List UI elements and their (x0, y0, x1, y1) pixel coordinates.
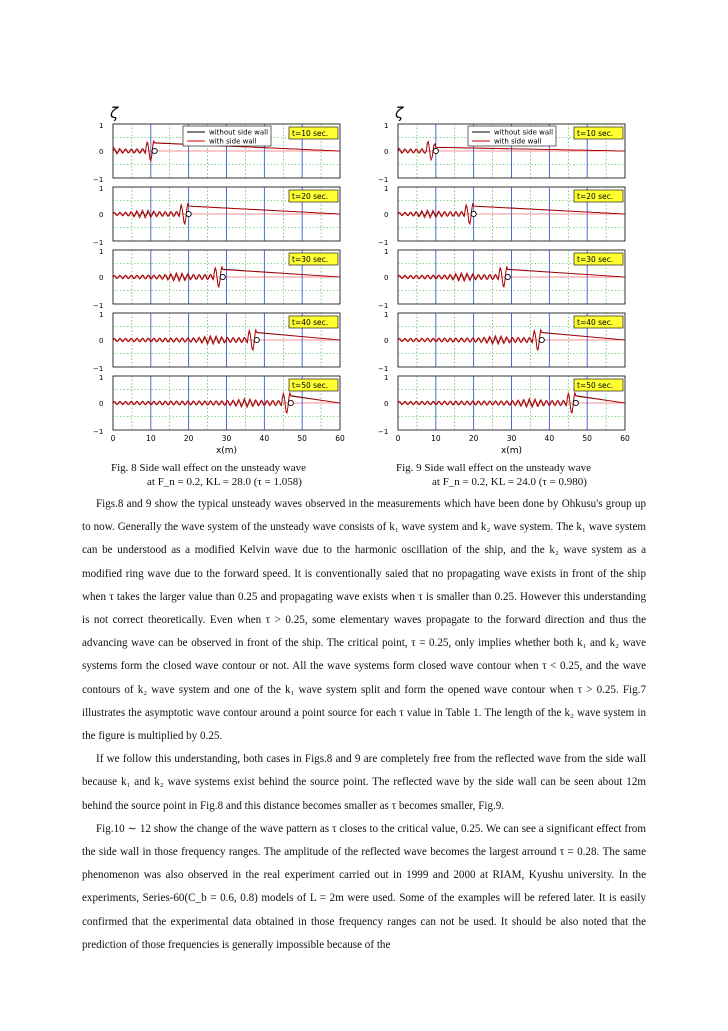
y-tick-label: −1 (378, 176, 389, 184)
figures-svg (0, 0, 728, 470)
y-tick-label: −1 (93, 302, 104, 310)
time-label: t=30 sec. (292, 255, 329, 264)
y-tick-label: 0 (384, 337, 389, 345)
x-tick-label: 30 (221, 434, 232, 443)
source-point-marker (471, 211, 476, 216)
x-tick-label: 20 (468, 434, 479, 443)
body-text (82, 493, 646, 957)
x-tick-label: 20 (183, 434, 194, 443)
time-label: t=40 sec. (292, 318, 329, 327)
source-point-marker (573, 400, 578, 405)
legend-label-with: with side wall (494, 137, 542, 146)
fig9-caption (396, 461, 591, 489)
y-tick-label: 0 (99, 148, 104, 156)
y-tick-label: 0 (384, 148, 389, 156)
y-tick-label: 0 (99, 211, 104, 219)
y-tick-label: 1 (384, 374, 389, 382)
fig9-panel-2 (378, 185, 625, 247)
y-tick-label: −1 (93, 365, 104, 373)
x-tick-label: 50 (297, 434, 307, 443)
y-tick-label: −1 (93, 239, 104, 247)
fig8-panel-4 (93, 311, 340, 373)
x-tick-label: 0 (110, 434, 116, 443)
y-tick-label: 1 (99, 248, 104, 256)
x-tick-label: 60 (620, 434, 630, 443)
x-tick-label: 40 (544, 434, 555, 443)
y-tick-label: 0 (384, 400, 389, 408)
fig8-caption (111, 461, 306, 489)
x-tick-label: 30 (506, 434, 517, 443)
y-tick-label: −1 (93, 176, 104, 184)
y-tick-label: 1 (99, 374, 104, 382)
y-tick-label: 1 (384, 248, 389, 256)
source-point-marker (220, 274, 225, 279)
legend-label-with: with side wall (209, 137, 257, 146)
x-tick-label: 10 (431, 434, 441, 443)
fig9-caption-line2: at F_n = 0.2, KL = 24.0 (τ = 0.980) (432, 476, 587, 488)
x-tick-label: 0 (395, 434, 401, 443)
paragraph-1: Figs.8 and 9 show the typical unsteady waves observed in the measurements which have been done by Ohkusu's group up to now. Generally the wave system of the unsteady wave consists of k₁ wave system and k₂ wave system. The k₁ wave system can be understood as a modified Kelvin wave due to the harmonic oscillation of the ship, and the k₂ wave system as a modified ring wave due to the forward speed. It is conventionally saied that no propagating wave exists in front of the ship when τ takes the larger value than 0.25 and propagating wave exists when τ is smaller than 0.25. However this understanding is not correct theoretically. Even when τ > 0.25, some elementary waves propagate to the forward direction and thus the advancing wave can be observed in front of the ship. The critical point, τ = 0.25, only implies whether both k₁ and k₂ wave systems form the closed wave contour or not. All the wave systems form closed wave contour when τ < 0.25, and the wave contours of k₂ wave system and one of the k₁ wave system split and form the opened wave contour when τ > 0.25. Fig.7 illustrates the asymptotic wave contour around a point source for each τ value in Table 1. The length of the k₂ wave system in the figure is multiplied by 0.25. (82, 498, 646, 743)
fig9-chart (378, 104, 630, 456)
time-label: t=40 sec. (577, 318, 614, 327)
source-point-marker (152, 148, 157, 153)
x-tick-label: 50 (582, 434, 592, 443)
y-tick-label: 1 (99, 185, 104, 193)
y-tick-label: 0 (99, 274, 104, 282)
fig9-ylabel: ζ (395, 104, 404, 122)
time-label: t=30 sec. (577, 255, 614, 264)
x-tick-label: 60 (335, 434, 345, 443)
y-tick-label: 0 (99, 400, 104, 408)
fig8-chart (93, 104, 345, 456)
fig9-panel-4 (378, 311, 625, 373)
y-tick-label: 1 (99, 122, 104, 130)
y-tick-label: −1 (378, 428, 389, 436)
fig9-xlabel: x(m) (500, 446, 523, 456)
source-point-marker (505, 274, 510, 279)
paragraph-2: If we follow this understanding, both cases in Figs.8 and 9 are completely free from the reflected wave from the side wall because k₁ and k₂ wave systems exist behind the source point. The reflected wave by the side wall can be seen about 12m behind the source point in Fig.8 and this distance becomes smaller as τ becomes smaller, Fig.9. (82, 753, 646, 812)
source-point-marker (186, 211, 191, 216)
fig8-panel-3 (93, 248, 340, 310)
legend-label-without: without side wall (209, 128, 269, 137)
x-tick-label: 10 (146, 434, 156, 443)
source-point-marker (539, 337, 544, 342)
time-label: t=20 sec. (292, 192, 329, 201)
time-label: t=10 sec. (292, 129, 329, 138)
y-tick-label: 1 (384, 122, 389, 130)
source-point-marker (433, 148, 438, 153)
time-label: t=10 sec. (577, 129, 614, 138)
fig8-xlabel: x(m) (215, 446, 238, 456)
fig8-panel-5 (93, 374, 340, 436)
paragraph-3: Fig.10 ∼ 12 show the change of the wave pattern as τ closes to the critical value, 0.25. We can see a significant effect from the side wall in those frequency ranges. The amplitude of the reflected wave becomes the largest arround τ = 0.28. The same phenomenon was also observed in the real experiment carried out in 1999 and 2000 at RIAM, Kyushu university. In the experiments, Series-60(C_b = 0.6, 0.8) models of L = 2m were used. Some of the examples will be refered later. It is easily confirmed that the experimental data obtained in those frequency ranges can not be used. It should be also noted that the prediction of those frequencies is generally impossible because of the (82, 822, 646, 951)
fig8-panel-1 (93, 122, 340, 184)
fig9-panel-1 (378, 122, 625, 184)
fig8-caption-line2: at F_n = 0.2, KL = 28.0 (τ = 1.058) (147, 476, 302, 488)
fig8-ylabel: ζ (110, 104, 119, 122)
source-point-marker (288, 400, 293, 405)
fig8-panel-2 (93, 185, 340, 247)
y-tick-label: −1 (378, 365, 389, 373)
y-tick-label: 0 (99, 337, 104, 345)
y-tick-label: 1 (384, 311, 389, 319)
fig9-panel-5 (378, 374, 625, 436)
y-tick-label: 1 (384, 185, 389, 193)
y-tick-label: −1 (93, 428, 104, 436)
time-label: t=20 sec. (577, 192, 614, 201)
time-label: t=50 sec. (292, 381, 329, 390)
fig9-caption-line1: Fig. 9 Side wall effect on the unsteady wave (396, 462, 591, 474)
y-tick-label: −1 (378, 239, 389, 247)
y-tick-label: 0 (384, 274, 389, 282)
x-tick-label: 40 (259, 434, 270, 443)
y-tick-label: 1 (99, 311, 104, 319)
y-tick-label: −1 (378, 302, 389, 310)
fig8-caption-line1: Fig. 8 Side wall effect on the unsteady wave (111, 462, 306, 474)
fig9-panel-3 (378, 248, 625, 310)
legend-label-without: without side wall (494, 128, 554, 137)
time-label: t=50 sec. (577, 381, 614, 390)
y-tick-label: 0 (384, 211, 389, 219)
source-point-marker (254, 337, 259, 342)
